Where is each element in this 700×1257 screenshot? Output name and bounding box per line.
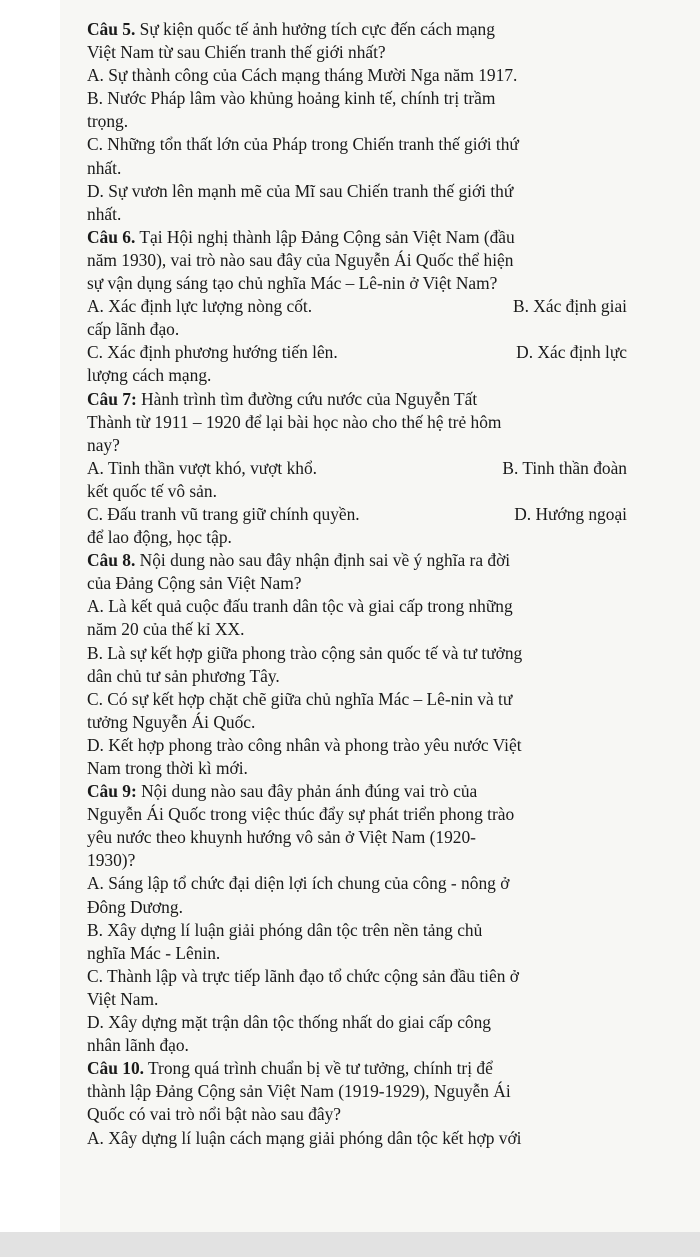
option-c-cont: tưởng Nguyễn Ái Quốc. <box>87 711 256 732</box>
question-7-head <box>87 388 627 411</box>
question-6 <box>87 226 627 388</box>
option-c: C. Những tổn thất lớn của Pháp trong Chiến tranh thế giới thứ <box>87 134 519 155</box>
option-a: A. Sự thành công của Cách mạng tháng Mười Nga năm 1917. <box>87 65 518 86</box>
question-10-head <box>87 1057 627 1080</box>
option-b: B. Xác định giai <box>513 296 627 317</box>
question-text: nay? <box>87 434 120 455</box>
option-d-cont: Nam trong thời kì mới. <box>87 758 248 778</box>
option-c: C. Thành lập và trực tiếp lãnh đạo tổ chức cộng sản đầu tiên ở <box>87 965 519 986</box>
left-margin <box>0 0 60 1232</box>
option-b: B. Nước Pháp lâm vào khủng hoảng kinh tế, chính trị trầm <box>87 88 496 109</box>
question-8 <box>87 549 627 780</box>
option-b: B. Là sự kết hợp giữa phong trào cộng sản quốc tế và tư tưởng <box>87 642 523 663</box>
option-d: D. Kết hợp phong trào công nhân và phong trào yêu nước Việt <box>87 734 522 755</box>
option-d: D. Xác định lực <box>516 342 627 363</box>
question-text: Việt Nam từ sau Chiến tranh thế giới nhất? <box>87 42 386 63</box>
question-number: Câu 7: <box>87 388 137 409</box>
option-a: A. Xác định lực lượng nòng cốt. <box>87 296 313 317</box>
option-b: B. Tinh thần đoàn <box>502 457 627 478</box>
option-c: C. Có sự kết hợp chặt chẽ giữa chủ nghĩa Mác – Lê-nin và tư <box>87 688 513 709</box>
bottom-edge-bar <box>0 1232 700 1257</box>
option-b-cont: trọng. <box>87 111 129 132</box>
option-d: D. Sự vươn lên mạnh mẽ của Mĩ sau Chiến tranh thế giới thứ <box>87 180 514 201</box>
question-9 <box>87 780 627 1057</box>
question-number: Câu 5. <box>87 19 136 39</box>
question-6-head <box>87 226 627 249</box>
options-row-cd <box>87 503 627 526</box>
question-number: Câu 10. <box>87 1058 145 1079</box>
option-b-cont: kết quốc tế vô sản. <box>87 480 217 501</box>
question-number: Câu 8. <box>87 550 136 571</box>
question-7 <box>87 388 627 550</box>
question-text: của Đảng Cộng sản Việt Nam? <box>87 573 302 594</box>
option-d: D. Xây dựng mặt trận dân tộc thống nhất do giai cấp công <box>87 1012 491 1033</box>
question-text: Nội dung nào sau đây nhận định sai về ý nghĩa ra đời <box>135 550 511 571</box>
options-row-ab <box>87 457 627 480</box>
question-text: Hành trình tìm đường cứu nước của Nguyễn Tất <box>136 388 478 409</box>
question-text: Nội dung nào sau đây phản ánh đúng vai trò của <box>136 781 478 802</box>
option-d: D. Hướng ngoại <box>514 503 627 524</box>
option-d-cont: lượng cách mạng. <box>87 365 212 386</box>
question-text: Trong quá trình chuẩn bị về tư tưởng, chính trị để <box>144 1058 493 1079</box>
option-d-cont: nhân lãnh đạo. <box>87 1035 189 1056</box>
option-a: A. Xây dựng lí luận cách mạng giải phóng dân tộc kết hợp với <box>87 1127 522 1148</box>
question-5-head <box>87 18 627 41</box>
question-number: Câu 6. <box>87 226 136 247</box>
option-a-cont: Đông Dương. <box>87 896 183 917</box>
option-c-cont: Việt Nam. <box>87 988 159 1009</box>
options-row-cd <box>87 341 627 364</box>
option-a: A. Là kết quả cuộc đấu tranh dân tộc và giai cấp trong những <box>87 596 513 617</box>
option-b-cont: dân chủ tư sản phương Tây. <box>87 665 280 686</box>
question-text: Nguyễn Ái Quốc trong việc thúc đẩy sự phát triển phong trào <box>87 804 515 825</box>
option-c: C. Xác định phương hướng tiến lên. <box>87 342 338 363</box>
option-b-cont: nghĩa Mác - Lênin. <box>87 942 221 963</box>
question-text: Tại Hội nghị thành lập Đảng Cộng sản Việt Nam (đầu <box>135 226 515 247</box>
question-8-head <box>87 549 627 572</box>
option-a: A. Sáng lập tổ chức đại diện lợi ích chung của công - nông ở <box>87 873 510 894</box>
question-text: thành lập Đảng Cộng sản Việt Nam (1919-1929), Nguyễn Ái <box>87 1081 511 1102</box>
option-b-cont: cấp lãnh đạo. <box>87 319 180 340</box>
question-text: 1930)? <box>87 850 136 871</box>
question-text: năm 1930), vai trò nào sau đây của Nguyễn Ái Quốc thể hiện <box>87 249 514 270</box>
question-text: Thành từ 1911 – 1920 để lại bài học nào cho thế hệ trẻ hôm <box>87 411 502 432</box>
question-list <box>87 18 627 1150</box>
question-text: Sự kiện quốc tế ảnh hưởng tích cực đến cách mạng <box>135 19 495 39</box>
question-5 <box>87 18 627 226</box>
options-row-ab <box>87 295 627 318</box>
option-a-cont: năm 20 của thế kỉ XX. <box>87 619 245 640</box>
option-b: B. Xây dựng lí luận giải phóng dân tộc trên nền tảng chủ <box>87 919 483 940</box>
option-c: C. Đấu tranh vũ trang giữ chính quyền. <box>87 503 360 524</box>
question-10 <box>87 1057 627 1149</box>
option-a: A. Tinh thần vượt khó, vượt khổ. <box>87 457 318 478</box>
question-text: sự vận dụng sáng tạo chủ nghĩa Mác – Lê-nin ở Việt Nam? <box>87 273 498 294</box>
question-9-head <box>87 780 627 803</box>
question-text: Quốc có vai trò nổi bật nào sau đây? <box>87 1104 342 1125</box>
option-c-cont: nhất. <box>87 157 122 178</box>
question-text: yêu nước theo khuynh hướng vô sản ở Việt Nam (1920- <box>87 827 476 848</box>
question-number: Câu 9: <box>87 781 137 802</box>
option-d-cont: để lao động, học tập. <box>87 527 232 548</box>
option-d-cont: nhất. <box>87 203 122 224</box>
